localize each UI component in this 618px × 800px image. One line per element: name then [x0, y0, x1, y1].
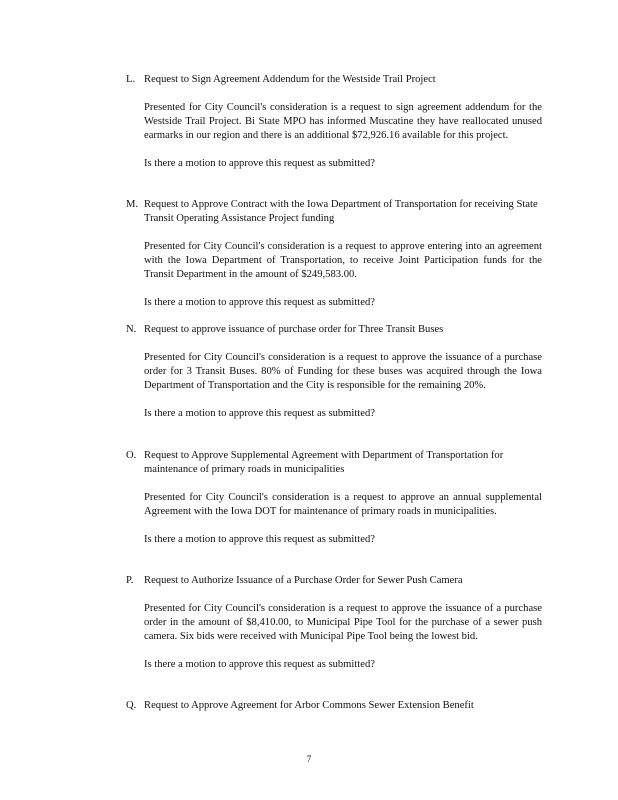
item-title: Request to Approve Agreement for Arbor Commons Sewer Extension Benefit	[144, 700, 474, 711]
item-title: Request to Approve Contract with the Iowa Department of Transportation for receiving State Transit Operating Assistance Project funding	[144, 199, 538, 224]
item-question: Is there a motion to approve this request as submitted?	[144, 408, 375, 419]
item-paragraph: Presented for City Council's consideration is a request to approve the issuance of a purchase order in the amount of $8,410.00, to Municipal Pipe Tool for the purchase of a sewer push camera. Six bids were received with Municipal Pipe Tool being the lowest bid.	[144, 603, 542, 642]
item-letter: N.	[126, 324, 137, 335]
item-title: Request to Authorize Issuance of a Purchase Order for Sewer Push Camera	[144, 575, 463, 586]
item-letter: L.	[126, 74, 136, 85]
agenda-item-m	[126, 198, 542, 310]
item-question: Is there a motion to approve this request as submitted?	[144, 158, 375, 169]
item-letter: Q.	[126, 700, 137, 711]
item-letter: M.	[126, 199, 139, 210]
item-question: Is there a motion to approve this request as submitted?	[144, 659, 375, 670]
item-paragraph: Presented for City Council's consideration is a request to sign agreement addendum for the Westside Trail Project. Bi State MPO has informed Muscatine they have reallocated unused earmarks in our region and there is an additional $72,926.16 available for this project.	[144, 102, 542, 141]
item-title: Request to Approve Supplemental Agreement with Department of Transportation for maintenance of primary roads in municipalities	[144, 450, 504, 475]
page-number: 7	[306, 754, 312, 764]
item-question: Is there a motion to approve this request as submitted?	[144, 297, 375, 308]
item-letter: O.	[126, 450, 137, 461]
agenda-item-l	[126, 73, 542, 171]
item-question: Is there a motion to approve this request as submitted?	[144, 534, 375, 545]
agenda-item-p	[126, 574, 542, 672]
agenda-item-q	[126, 699, 542, 713]
agenda-item-n	[126, 323, 542, 421]
item-title: Request to approve issuance of purchase order for Three Transit Buses	[144, 324, 444, 335]
item-paragraph: Presented for City Council's consideration is a request to approve the issuance of a purchase order for 3 Transit Buses. 80% of Funding for these buses was acquired through the Iowa Department of Transportation and the City is responsible for the remaining 20%.	[144, 352, 542, 391]
item-paragraph: Presented for City Council's consideration is a request to approve entering into an agreement with the Iowa Department of Transportation, to receive Joint Participation funds for the Transit Department in the amount of $249,583.00.	[144, 241, 542, 280]
item-letter: P.	[126, 575, 134, 586]
item-paragraph: Presented for City Council's consideration is a request to approve an annual supplemental Agreement with the Iowa DOT for maintenance of primary roads in municipalities.	[144, 492, 542, 517]
agenda-item-o	[126, 449, 542, 547]
item-title: Request to Sign Agreement Addendum for the Westside Trail Project	[144, 74, 436, 85]
